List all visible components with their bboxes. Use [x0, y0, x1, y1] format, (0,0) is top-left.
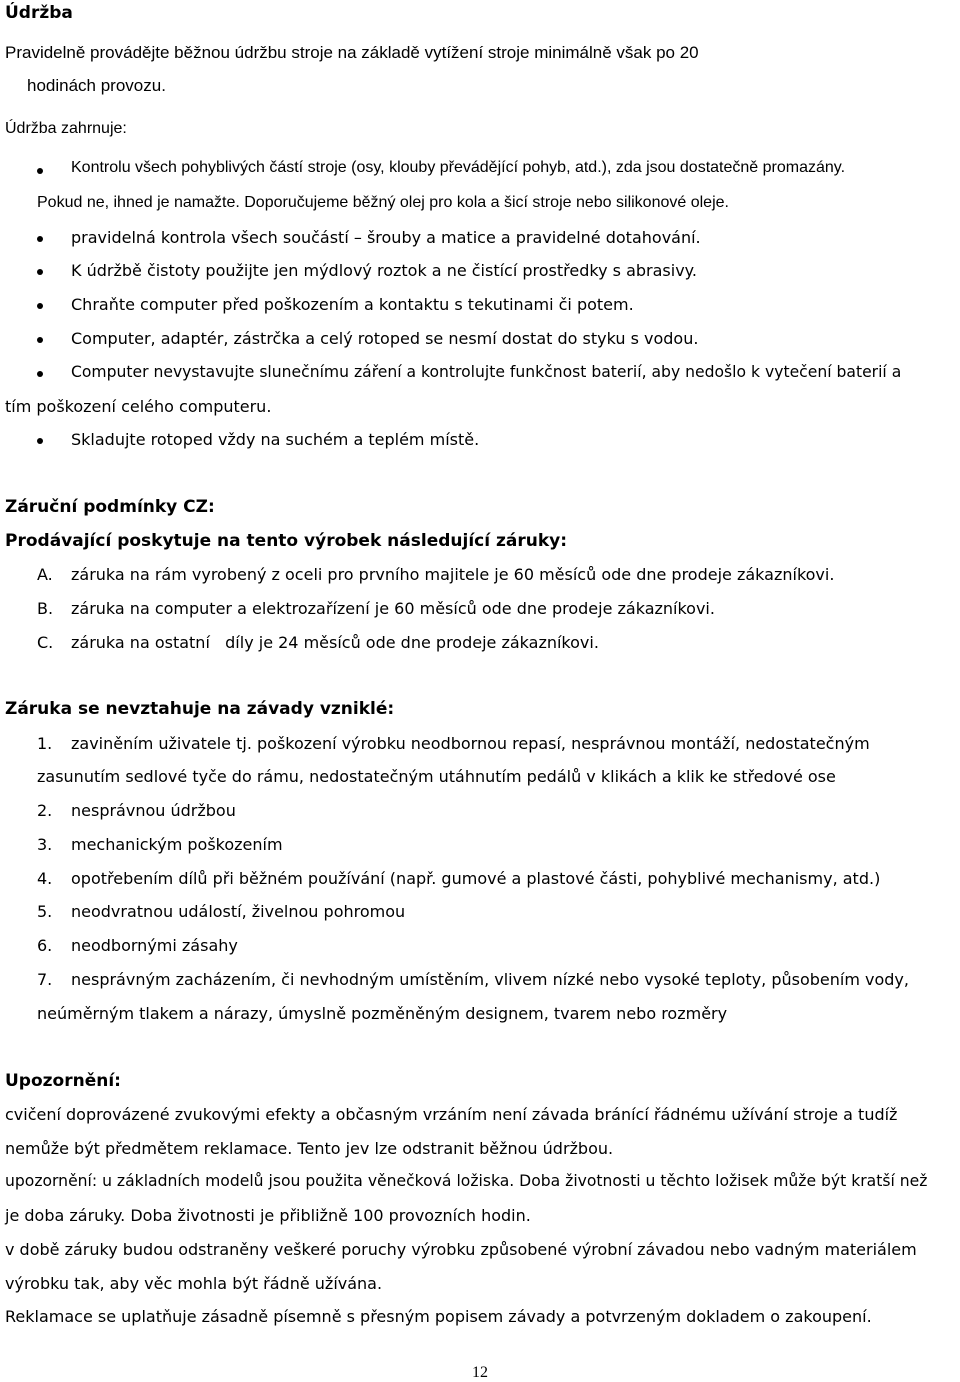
- warranty-item-label: C.: [37, 633, 54, 652]
- bullet-icon: [37, 438, 43, 444]
- maintenance-heading: Údržba: [5, 3, 73, 23]
- notice-line: cvičení doprovázené zvukovými efekty a občasným vrzáním není závada bránící řádnému užívání stroje a tudíž: [5, 1105, 898, 1124]
- exclusion-label: 1.: [37, 734, 53, 753]
- maintenance-item-6-line2: tím poškození celého computeru.: [5, 397, 272, 416]
- bullet-icon: [37, 168, 43, 174]
- notice-line: nemůže být předmětem reklamace. Tento jev lze odstranit běžnou údržbou.: [5, 1139, 614, 1158]
- exclusion-label: 7.: [37, 970, 53, 989]
- exclusion-item-1-line2: zasunutím sedlové tyče do rámu, nedostatečným utáhnutím pedálů v klikách a klik ke středové ose: [37, 767, 836, 786]
- exclusions-heading: Záruka se nevztahuje na závady vzniklé:: [5, 699, 395, 719]
- exclusion-item-1-line1: zaviněním uživatele tj. poškození výrobku neodbornou repasí, nesprávnou montáží, nedostatečným: [71, 734, 870, 753]
- maintenance-item-4: Chraňte computer před poškozením a kontaktu s tekutinami či potem.: [71, 295, 634, 314]
- exclusion-item-7-line1: nesprávným zacházením, či nevhodným umístěním, vlivem nízké nebo vysoké teploty, působením vody,: [71, 970, 909, 989]
- bullet-icon: [37, 236, 43, 242]
- bullet-icon: [37, 337, 43, 343]
- notice-heading: Upozornění:: [5, 1071, 121, 1091]
- maintenance-item-3: K údržbě čistoty použijte jen mýdlový roztok a ne čistící prostředky s abrasivy.: [71, 261, 697, 280]
- maintenance-item-1-line1: Kontrolu všech pohyblivých částí stroje (osy, klouby převádějící pohyb, atd.), zda jsou dostatečně promazány.: [71, 159, 846, 176]
- notice-line: v době záruky budou odstraněny veškeré poruchy výrobku způsobené výrobní závadou nebo vadným materiálem: [5, 1240, 917, 1259]
- maintenance-intro-line2: hodinách provozu.: [27, 76, 166, 95]
- warranty-item-label: A.: [37, 565, 53, 584]
- maintenance-item-5: Computer, adaptér, zástrčka a celý rotoped se nesmí dostat do styku s vodou.: [71, 329, 699, 348]
- bullet-icon: [37, 269, 43, 275]
- warranty-heading: Záruční podmínky CZ:: [5, 497, 215, 517]
- exclusion-label: 5.: [37, 902, 53, 921]
- maintenance-intro-line1: Pravidelně provádějte běžnou údržbu stroje na základě vytížení stroje minimálně však po 20: [5, 43, 699, 62]
- exclusion-item-3: mechanickým poškozením: [71, 835, 283, 854]
- notice-line: Reklamace se uplatňuje zásadně písemně s přesným popisem závady a potvrzeným dokladem o zakoupení.: [5, 1307, 872, 1326]
- maintenance-item-2: pravidelná kontrola všech součástí – šrouby a matice a pravidelné dotahování.: [71, 228, 701, 247]
- exclusion-label: 3.: [37, 835, 53, 854]
- notice-line: upozornění: u základních modelů jsou použita věnečková ložiska. Doba životnosti u těchto ložisek může být kratší než: [5, 1172, 928, 1190]
- notice-line: je doba záruky. Doba životnosti je přibližně 100 provozních hodin.: [5, 1206, 531, 1225]
- warranty-item-text: záruka na computer a elektrozařízení je 60 měsíců ode dne prodeje zákazníkovi.: [71, 599, 715, 618]
- page-number: 12: [472, 1364, 488, 1381]
- exclusion-item-6: neodbornými zásahy: [71, 936, 238, 955]
- warranty-item-text: záruka na ostatní díly je 24 měsíců ode dne prodeje zákazníkovi.: [71, 633, 599, 652]
- warranty-subheading: Prodávající poskytuje na tento výrobek následující záruky:: [5, 531, 568, 551]
- notice-line: výrobku tak, aby věc mohla být řádně užívána.: [5, 1274, 383, 1293]
- exclusion-item-4: opotřebením dílů při běžném používání (např. gumové a plastové části, pohyblivé mechanismy, atd.): [71, 869, 881, 888]
- exclusion-item-7-line2: neúměrným tlakem a nárazy, úmyslně pozměněným designem, tvarem nebo rozměry: [37, 1004, 728, 1023]
- warranty-item-text: záruka na rám vyrobený z oceli pro prvního majitele je 60 měsíců ode dne prodeje zákazníkovi.: [71, 565, 835, 584]
- bullet-icon: [37, 371, 43, 377]
- maintenance-includes-label: Údržba zahrnuje:: [5, 120, 127, 137]
- exclusion-item-2: nesprávnou údržbou: [71, 801, 236, 820]
- warranty-item-label: B.: [37, 599, 54, 618]
- maintenance-item-6-line1: Computer nevystavujte slunečnímu záření a kontrolujte funkčnost baterií, aby nedošlo k vytečení baterií a: [71, 363, 902, 381]
- exclusion-item-5: neodvratnou událostí, živelnou pohromou: [71, 902, 406, 921]
- exclusion-label: 4.: [37, 869, 53, 888]
- maintenance-item-1-line2: Pokud ne, ihned je namažte. Doporučujeme běžný olej pro kola a šicí stroje nebo silikonové oleje.: [37, 194, 729, 211]
- exclusion-label: 2.: [37, 801, 53, 820]
- bullet-icon: [37, 303, 43, 309]
- maintenance-item-7: Skladujte rotoped vždy na suchém a teplém místě.: [71, 430, 480, 449]
- exclusion-label: 6.: [37, 936, 53, 955]
